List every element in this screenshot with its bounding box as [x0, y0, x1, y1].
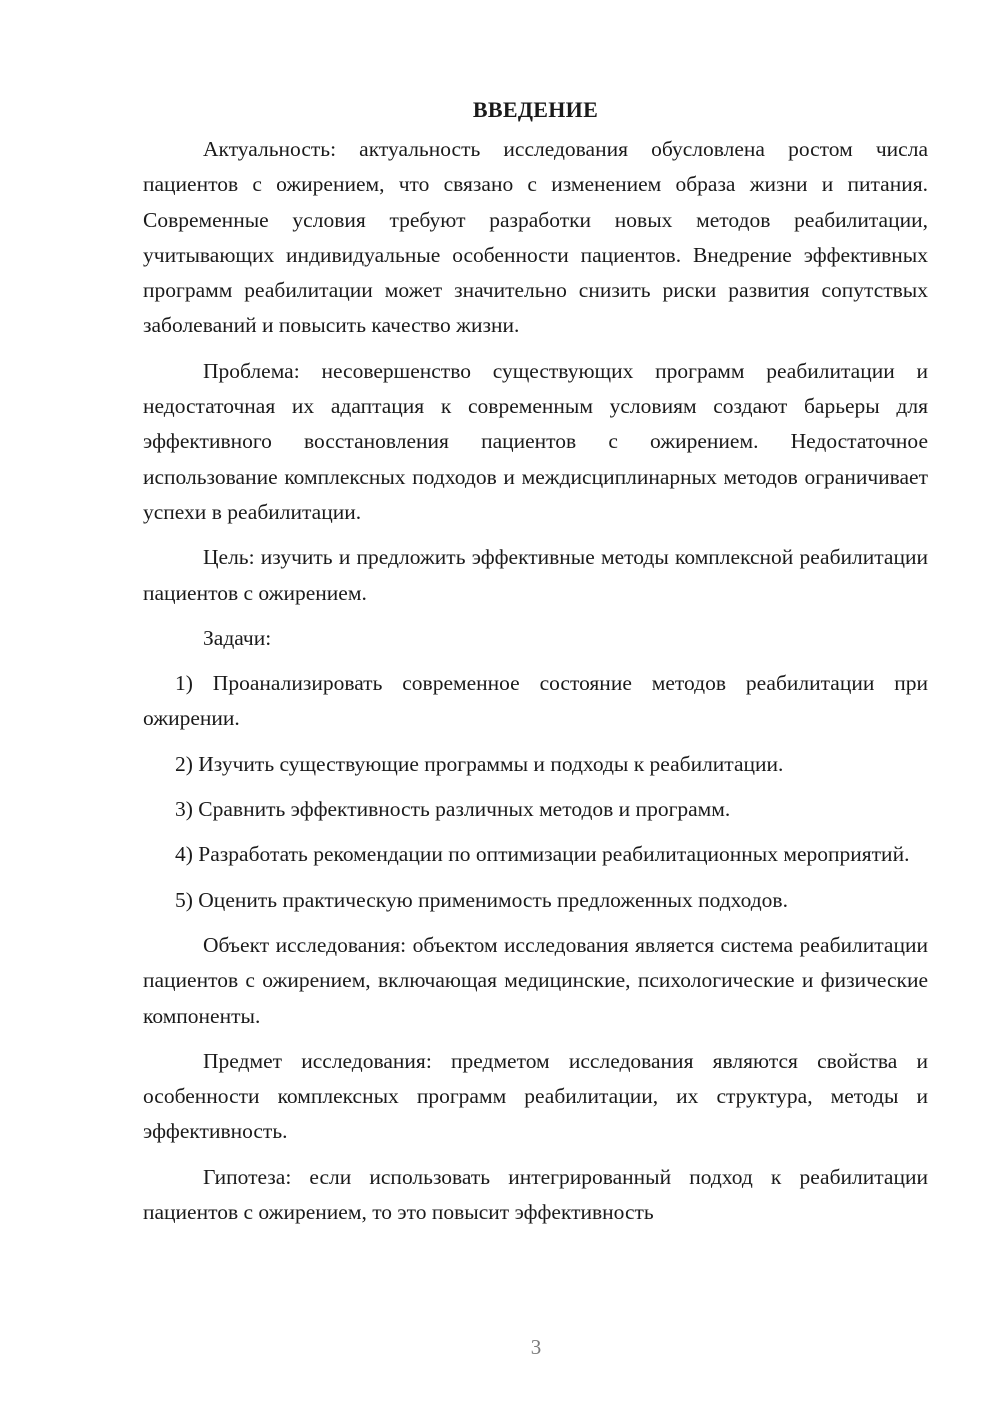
task-item-4: 4) Разработать рекомендации по оптимизации реабилитационных мероприятий.	[175, 842, 910, 867]
task-item-1: 1) Проанализировать современное состояние методов реабилитации при ожирении.	[143, 671, 928, 731]
page-number: 3	[530, 1335, 542, 1359]
paragraph-problem: Проблема: несовершенство существующих программ реабилитации и недостаточная их адаптация к современным условиям создают барьеры для эффективного восстановления пациентов с ожирением. Недостаточное использование комплексных подходов и междисциплинарных методов ограничивает успехи в реабилитации.	[143, 358, 928, 524]
task-item-2: 2) Изучить существующие программы и подходы к реабилитации.	[175, 751, 784, 776]
document-page	[143, 94, 928, 1230]
paragraph-subject: Предмет исследования: предметом исследования являются свойства и особенности комплексных программ реабилитации, их структура, методы и эффективность.	[143, 1048, 928, 1144]
paragraph-hypothesis: Гипотеза: если использовать интегрированный подход к реабилитации пациентов с ожирением, то это повысит эффективность	[143, 1164, 928, 1225]
task-item-5: 5) Оценить практическую применимость предложенных подходов.	[175, 887, 788, 912]
paragraph-tasks-label: Задачи:	[203, 625, 272, 650]
task-item-3: 3) Сравнить эффективность различных методов и программ.	[175, 797, 731, 822]
section-heading: ВВЕДЕНИЕ	[472, 97, 599, 122]
paragraph-goal: Цель: изучить и предложить эффективные методы комплексной реабилитации пациентов с ожирением.	[143, 545, 928, 605]
paragraph-relevance: Актуальность: актуальность исследования обусловлена ростом числа пациентов с ожирением, что связано с изменением образа жизни и питания. Современные условия требуют разработки новых методов реабилитации, учитывающих индивидуальные особенности пациентов. Внедрение эффективных программ реабилитации может значительно снизить риски развития сопутствых заболеваний и повысить качество жизни.	[143, 137, 928, 338]
paragraph-object: Объект исследования: объектом исследования является система реабилитации пациентов с ожирением, включающая медицинские, психологические и физические компоненты.	[143, 932, 928, 1028]
